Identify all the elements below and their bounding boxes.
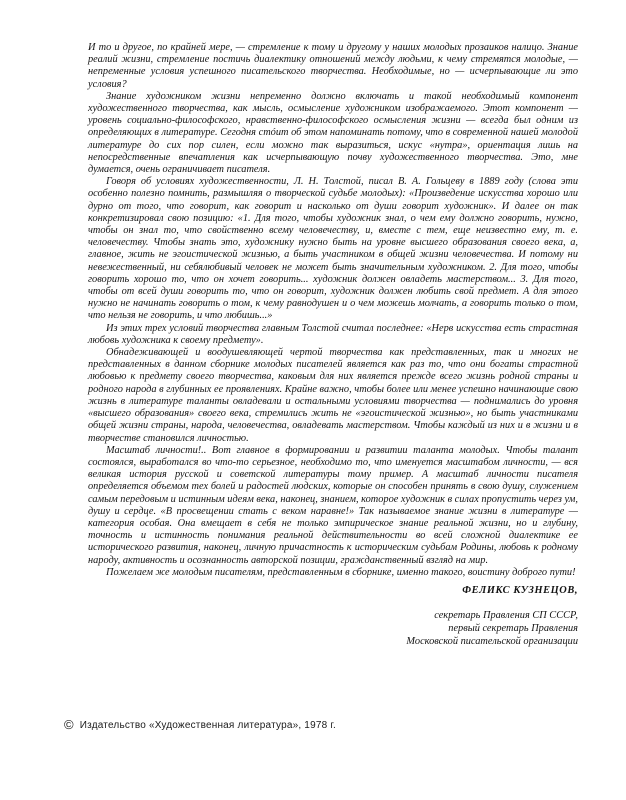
paragraph-6: Масштаб личности!.. Вот главное в формировании и развитии таланта молодых. Чтобы талант состоялся, выработался во что-то серьезное, необходимо то, что именуется масштабом личности, — вся великая история русской и советской литературы тому пример. А масштаб личности писателя определяется объемом тех болей и радостей людских, которые он способен принять в свою душу, служением самым передовым и истинным идеям века, наконец, знанием, которое художник в силах пропустить через ум, душу и сердце. «В просвещении стать с веком наравне!» Так называемое знание жизни в литературе — категория особая. Она вмещает в себя не только эмпирическое знание реальной жизни, но и глубину, точность и истинность понимания реальной действительности во всей сложной диалектике ее исторического развития, наконец, личную причастность к историческим судьбам Родины, любовь к родному народу, активность и осознанность авторской позиции, гражданственный взгляд на мир. xyxy=(88,444,578,566)
copyright-notice xyxy=(64,719,336,732)
paragraph-2: Знание художником жизни непременно должно включать и такой необходимый компонент художественного творчества, как мысль, осмысление художником изображаемого. Этот компонент — уровень социально-философского, нравственно-философского осмысления жизни — всегда был одним из определяющих в литературе. Сегодня стóит об этом напоминать потому, что в современной нашей молодой литературе до сих пор силен, если можно так выразиться, искус «нутра», ориентация лишь на непосредственные впечатления как исчерпывающую почву художественного творчества. Это, мне думается, очень ограничивает писателя. xyxy=(88,90,578,176)
paragraph-3: Говоря об условиях художественности, Л. Н. Толстой, писал В. А. Гольцеву в 1889 году (слова эти особенно полезно помнить, размышляя о творческой судьбе молодых): «Произведение искусства хорошо или дурно от того, что говорит, как говорит и насколько от души говорит художник». И далее он так конкретизировал свою позицию: «1. Для того, чтобы художник знал, о чем ему должно говорить, нужно, чтобы он знал то, что свойственно всему человечеству, и, вместе с тем, еще неизвестно ему, т. е. человечеству. Чтобы знать это, художнику нужно быть на уровне высшего образования своего века, а, главное, жить не эгоистической жизнью, а быть участником в общей жизни человечества. И потому ни невежественный, ни себялюбивый человек не может быть значительным художником. 2. Для того, чтобы говорить хорошо то, что он хочет говорить... художник должен овладеть мастерством... 3. Для того, чтобы от всей души говорить то, что он говорит, художник должен любить свой предмет. А для этого нужно не начинать говорить о том, к чему равнодушен и о чем можешь молчать, а говорить только о том, что нельзя не говорить, и что любишь...» xyxy=(88,176,578,322)
paragraph-5: Обнадеживающей и воодушевляющей чертой творчества как представленных, так и многих не представленных в данном сборнике молодых писателей является как раз то, что они богаты страстной любовью к предмету своего творчества, каковым для них является прежде всего жизнь родной страны и родного народа в глубинных ее проявлениях. Крайне важно, чтобы более или менее успешно начинающие свою жизнь в литературе таланты овладевали и остальными условиями творчества — поднимались до уровня «высшего образования» своего века, стремились жить не «эгоистической жизнью», но быть участниками общей жизни страны, народа, человечества, овладевать мастерством. Чтобы каждый из них и в жизни и в творчестве становился личностью. xyxy=(88,347,578,444)
author-title-line-2: первый секретарь Правления xyxy=(448,623,578,635)
author-signature: ФЕЛИКС КУЗНЕЦОВ, xyxy=(462,584,578,596)
author-title-line-3: Московской писательской организации xyxy=(406,636,578,648)
author-titles xyxy=(88,609,578,648)
author-title-line-1: секретарь Правления СП СССР, xyxy=(434,610,578,622)
copyright-text: Издательство «Художественная литература», 1978 г. xyxy=(79,720,336,731)
paragraph-1: И то и другое, по крайней мере, — стремление к тому и другому у наших молодых прозаиков налицо. Знание реалий жизни, стремление постичь диалектику отношений между людьми, к чему стремятся молодые, — непременные условия успешного писательского творчества. Необходимые, но — исчерпывающие ли это условия? xyxy=(88,42,578,90)
copyright-icon: © xyxy=(64,717,74,732)
paragraph-4: Из этих трех условий творчества главным Толстой считал последнее: «Нерв искусства есть страстная любовь художника к своему предмету». xyxy=(88,322,578,346)
paragraph-7: Пожелаем же молодым писателям, представленным в сборнике, именно такого, воистину доброго пути! xyxy=(106,566,576,578)
